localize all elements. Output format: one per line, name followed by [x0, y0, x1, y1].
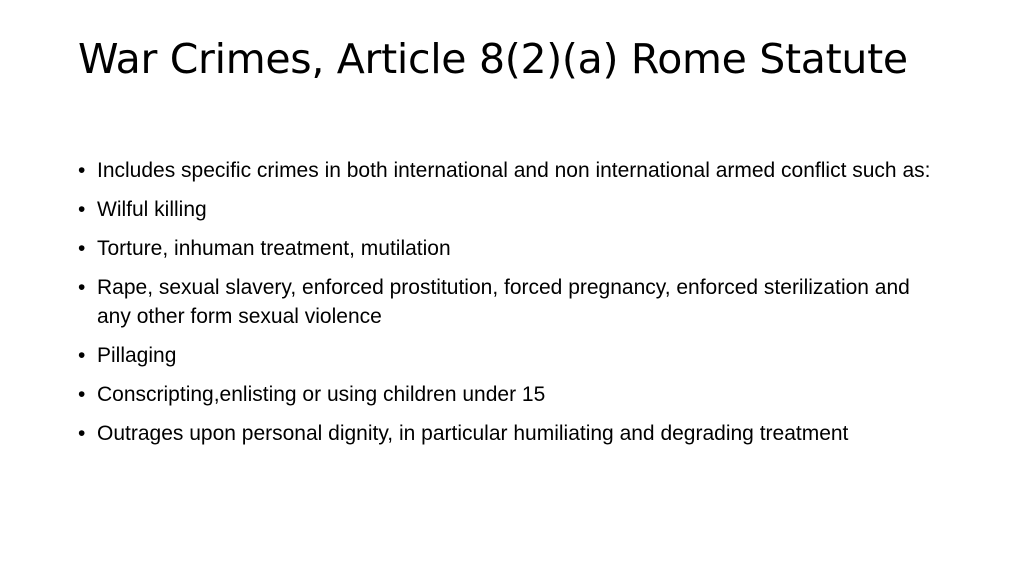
bullet-dot-icon: •: [78, 237, 86, 260]
bullet-dot-icon: •: [78, 198, 86, 221]
bullet-list: [78, 156, 938, 458]
bullet-item: [78, 156, 938, 185]
bullet-item: [78, 195, 938, 224]
bullet-dot-icon: •: [78, 422, 86, 445]
bullet-text: Wilful killing: [97, 198, 207, 221]
bullet-item: [78, 419, 938, 448]
bullet-dot-icon: •: [78, 383, 86, 406]
bullet-dot-icon: •: [78, 159, 86, 182]
bullet-dot-icon: •: [78, 344, 86, 367]
bullet-text: Torture, inhuman treatment, mutilation: [97, 237, 451, 260]
bullet-text: Rape, sexual slavery, enforced prostitution, forced pregnancy, enforced sterilization and any other form sexual violence: [97, 276, 910, 328]
slide-title: War Crimes, Article 8(2)(a) Rome Statute: [78, 35, 908, 83]
bullet-item: [78, 234, 938, 263]
bullet-item: [78, 341, 938, 370]
bullet-text: Includes specific crimes in both international and non international armed conflict such as:: [97, 159, 931, 182]
bullet-item: [78, 273, 938, 331]
bullet-text: Conscripting,enlisting or using children under 15: [97, 383, 546, 406]
bullet-item: [78, 380, 938, 409]
bullet-text: Outrages upon personal dignity, in particular humiliating and degrading treatment: [97, 422, 849, 445]
bullet-text: Pillaging: [97, 344, 177, 367]
bullet-dot-icon: •: [78, 276, 86, 299]
